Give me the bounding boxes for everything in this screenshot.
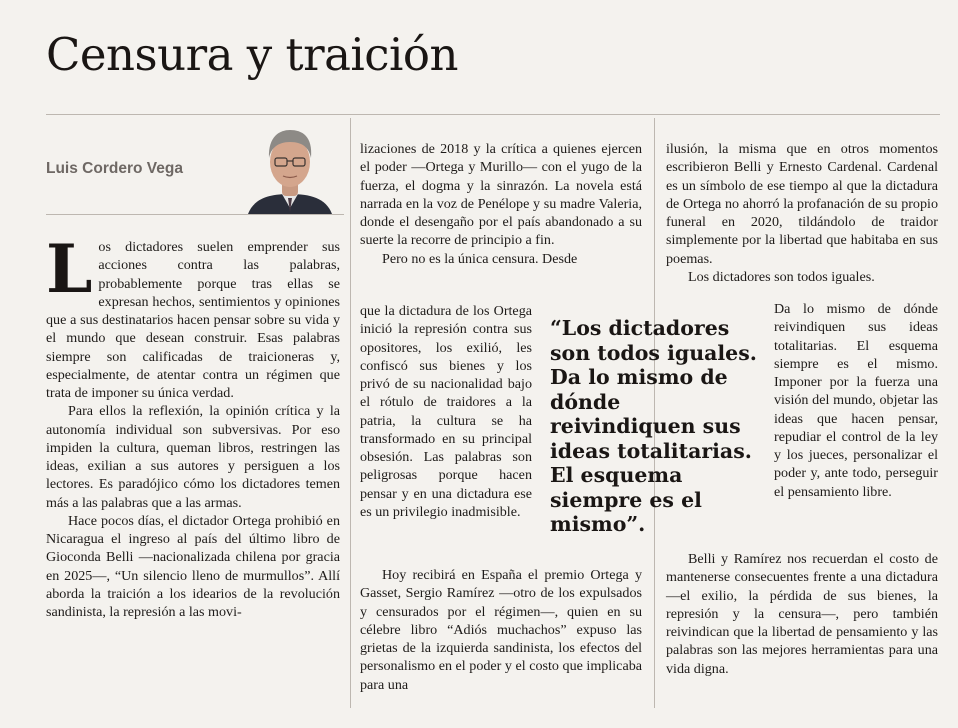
column-2-top xyxy=(360,140,642,268)
drop-cap: L xyxy=(46,230,93,308)
paragraph: Hace pocos días, el dictador Ortega prohibió en Nicaragua el ingreso al país del último libro de Gioconda Belli —nacionalizada chilena por gracia en 2025—, “Un silencio lleno de murmullos”. Allí aborda la traición a los idearios de la revolución sandinista, la represión a las movi- xyxy=(46,512,340,620)
author-photo xyxy=(240,124,340,214)
paragraph: Pero no es la única censura. Desde xyxy=(382,250,578,267)
paragraph: Los dictadores suelen emprender sus acciones contra las palabras, probablemente porque tras ellas se expresan hechos, sentimientos y opiniones que a sus destinatarios hacen pensar sobre su vida y el mundo que desean construir. Esas palabras siempre son calificadas de traicioneras y, especialmente, de atentar contra un régimen que trata de imponer su única verdad. xyxy=(46,230,340,401)
paragraph: que la dictadura de los Ortega inició la represión contra sus opositores, los exilió, les confiscó sus bienes y los privó de su nacionalidad bajo el rótulo de traidores a la patria, la cultura se ha transformado en su principal obsesión. Las palabras son peligrosas porque hacen pensar y en una dictadura ese es un privilegio inadmisible. xyxy=(360,303,532,520)
paragraph: Da lo mismo de dónde reivindiquen sus ideas totalitarias. El esquema siempre es el mismo. Imponer por la fuerza una visión del mundo, objetar las ideas que hacen pensar, repudiar el control de la ley y los jueces, personalizar el poder y, ante todo, perseguir el pensamiento libre. xyxy=(774,301,938,500)
paragraph: lizaciones de 2018 y la crítica a quienes ejercen el poder —Ortega y Murillo— con el yugo de la fuerza, el dogma y la sinrazón. La novela está narrada en la voz de Penélope y su madre Valeria, donde el desengaño por el país abandonado a su suerte la recorre de principio a fin. xyxy=(360,141,642,249)
paragraph: Belli y Ramírez nos recuerdan el costo de mantenerse consecuentes frente a una dictadura —el exilio, la pérdida de sus bienes, la represión y la censura—, pero también reivindican que la libertad de pensamiento y las palabras son las mejores herramientas para una vida digna. xyxy=(666,551,938,677)
column-2-middle xyxy=(360,302,532,521)
column-3-middle xyxy=(774,300,938,501)
author-divider xyxy=(46,214,344,215)
header-divider xyxy=(46,114,940,115)
paragraph: Los dictadores son todos iguales. xyxy=(688,268,875,285)
paragraph: ilusión, la misma que en otros momentos escribieron Belli y Ernesto Cardenal. Cardenal es un símbolo de ese tiempo al que la dictadura de Ortega no ahorró la profanación de su propio funeral en 2020, tildándolo de traidor simplemente por la libertad que habitaba en sus poemas. xyxy=(666,141,938,267)
column-3-bottom xyxy=(666,550,938,678)
pull-quote: “Los dictadores son todos iguales. Da lo mismo de dónde reivindiquen sus ideas totalitarias. El esquema siempre es el mismo”. xyxy=(550,316,757,536)
column-3-top xyxy=(666,140,938,286)
author-name: Luis Cordero Vega xyxy=(46,160,183,177)
column-2-bottom xyxy=(360,566,642,694)
column-divider xyxy=(350,118,351,708)
headline: Censura y traición xyxy=(46,28,458,81)
paragraph: Hoy recibirá en España el premio Ortega y Gasset, Sergio Ramírez —otro de los expulsados y censurados por el régimen—, quien en su célebre libro “Adiós muchachos” expuso las grietas de la izquierda sandinista, los efectos del personalismo en el poder y el costo que implicaba para una xyxy=(360,567,642,693)
column-1 xyxy=(46,230,340,621)
paragraph: Para ellos la reflexión, la opinión crítica y la autonomía individual son subversivas. Por eso impiden la cultura, queman libros, restringen las ideas, exilian a sus autores y persiguen a los lectores. Es paradójico cómo los dictadores temen más a las palabras que a las armas. xyxy=(46,403,340,511)
